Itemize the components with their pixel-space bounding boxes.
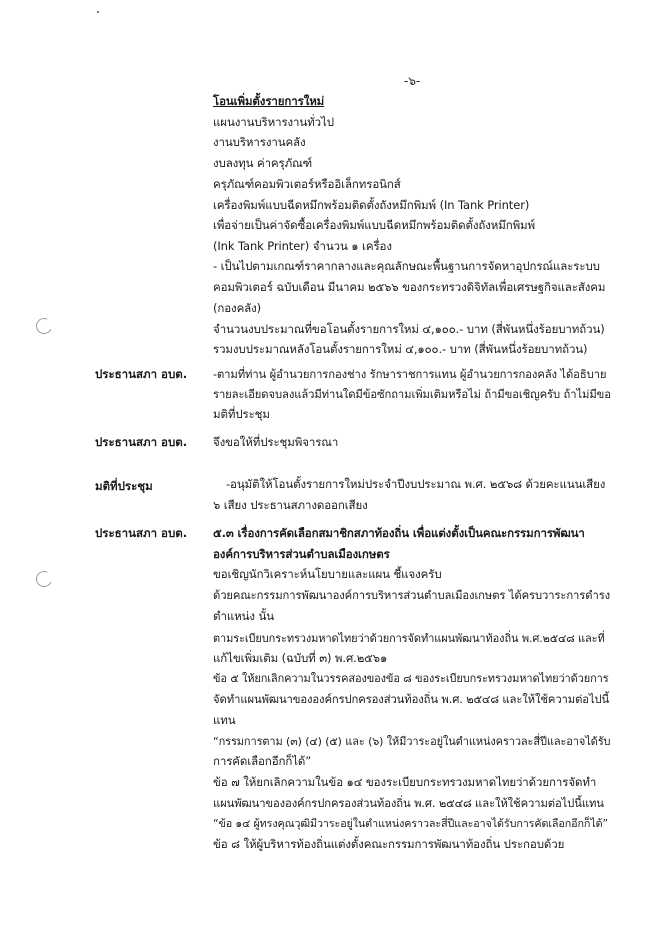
transfer-line: งบลงทุน ค่าครุภัณฑ์ (213, 156, 313, 170)
resolution-line: ๖ เสียง ประธานสภางดออกเสียง (213, 498, 368, 512)
speech-line: ข้อ ๘ ให้ผู้บริหารท้องถิ่นแต่งตั้งคณะกรรมการพัฒนาท้องถิ่น ประกอบด้วย (213, 837, 565, 851)
speaker-label: ประธานสภา อบต. (95, 526, 188, 540)
punch-hole-top (34, 316, 55, 337)
transfer-line: (กองคลัง) (213, 301, 262, 315)
speech-line: -ตามที่ท่าน ผู้อำนวยการกองช่าง รักษาราชการแทน ผู้อำนวยการกองคลัง ได้อธิบาย (213, 368, 607, 381)
speech-line: ขอเชิญนักวิเคราะห์นโยบายและแผน ชี้แจงครับ (213, 567, 442, 581)
transfer-line: (Ink Tank Printer) จำนวน ๑ เครื่อง (213, 239, 392, 253)
speaker-label: ประธานสภา อบต. (95, 435, 188, 449)
speech-line: จัดทำแผนพัฒนาขององค์กรปกครองส่วนท้องถิ่น พ.ศ. ๒๕๔๘ และให้ใช้ความต่อไปนี้ (213, 693, 610, 706)
agenda-heading: องค์การบริหารส่วนตำบลเมืองเกษตร (213, 547, 390, 561)
agenda-heading: ๕.๓ เรื่องการคัดเลือกสมาชิกสภาท้องถิ่น เพื่อแต่งตั้งเป็นคณะกรรมการพัฒนา (213, 526, 585, 540)
transfer-line: จำนวนงบประมาณที่ขอโอนตั้งรายการใหม่ ๔,๑๐๐.- บาท (สี่พันหนึ่งร้อยบาทถ้วน) (213, 322, 605, 336)
resolution-line: -อนุมัติให้โอนตั้งรายการใหม่ประจำปีงบประมาณ พ.ศ. ๒๕๖๘ ด้วยคะแนนเสียง (226, 477, 606, 491)
transfer-line: แผนงานบริหารงานทั่วไป (213, 115, 334, 129)
page-number: -๖- (404, 74, 421, 88)
speech-line: “กรรมการตาม (๓) (๔) (๕) และ (๖) ให้มีวาระอยู่ในตำแหน่งคราวละสี่ปีและอาจได้รับ (213, 735, 611, 748)
transfer-line: คอมพิวเตอร์ ฉบับเดือน มีนาคม ๒๕๖๖ ของกระทรวงดิจิทัลเพื่อเศรษฐกิจและสังคม (213, 280, 606, 294)
punch-hole-bottom (34, 569, 55, 590)
speech-line: จึงขอให้ที่ประชุมพิจารณา (213, 435, 339, 449)
transfer-line: เพื่อจ่ายเป็นค่าจัดซื้อเครื่องพิมพ์แบบฉีดหมึกพร้อมติดตั้งถังหมึกพิมพ์ (213, 218, 536, 232)
transfer-line: ครุภัณฑ์คอมพิวเตอร์หรืออิเล็กทรอนิกส์ (213, 177, 401, 191)
resolution-label: มติที่ประชุม (95, 479, 153, 493)
speech-line: แก้ไขเพิ่มเติม (ฉบับที่ ๓) พ.ศ.๒๕๖๑ (213, 651, 388, 665)
speech-line: ด้วยคณะกรรมการพัฒนาองค์การบริหารส่วนตำบลเมืองเกษตร ได้ครบวาระการดำรง (213, 589, 611, 602)
speech-line: ตามระเบียบกระทรวงมหาดไทยว่าด้วยการจัดทำแผนพัฒนาท้องถิ่น พ.ศ.๒๕๔๘ และที่ (213, 632, 605, 645)
speech-line: “ข้อ ๑๔ ผู้ทรงคุณวุฒิมีวาระอยู่ในตำแหน่งคราวละสี่ปีและอาจได้รับการคัดเลือกอีกก็ได้” (213, 817, 608, 830)
speech-line: มติที่ประชุม (213, 407, 270, 421)
transfer-line: รวมงบประมาณหลังโอนตั้งรายการใหม่ ๔,๑๐๐.- บาท (สี่พันหนึ่งร้อยบาทถ้วน) (213, 342, 588, 356)
transfer-line: งานบริหารงานคลัง (213, 135, 306, 149)
speech-line: ตำแหน่ง นั้น (213, 609, 274, 623)
speech-line: แทน (213, 713, 236, 727)
speaker-label: ประธานสภา อบต. (95, 367, 188, 381)
scan-speck (97, 11, 99, 13)
speech-line: ข้อ ๕ ให้ยกเลิกความในวรรคสองของข้อ ๘ ของระเบียบกระทรวงมหาดไทยว่าด้วยการ (213, 672, 609, 685)
speech-line: แผนพัฒนาขององค์กรปกครองส่วนท้องถิ่น พ.ศ. ๒๕๔๘ และให้ใช้ความต่อไปนี้แทน (213, 797, 604, 810)
transfer-line: - เป็นไปตามเกณฑ์ราคากลางและคุณลักษณะพื้นฐานการจัดหาอุปกรณ์และระบบ (213, 259, 600, 273)
speech-line: การคัดเลือกอีกก็ได้” (213, 754, 312, 768)
speech-line: รายละเอียดจบลงแล้วมีท่านใดมีข้อซักถามเพิ่มเติมหรือไม่ ถ้ามีขอเชิญครับ ถ้าไม่มีขอ (213, 388, 611, 401)
transfer-line: เครื่องพิมพ์แบบฉีดหมึกพร้อมติดตั้งถังหมึกพิมพ์ (In Tank Printer) (213, 198, 530, 212)
transfer-heading: โอนเพิ่มตั้งรายการใหม่ (213, 94, 325, 108)
speech-line: ข้อ ๗ ให้ยกเลิกความในข้อ ๑๔ ของระเบียบกระทรวงมหาดไทยว่าด้วยการจัดทำ (213, 775, 597, 789)
